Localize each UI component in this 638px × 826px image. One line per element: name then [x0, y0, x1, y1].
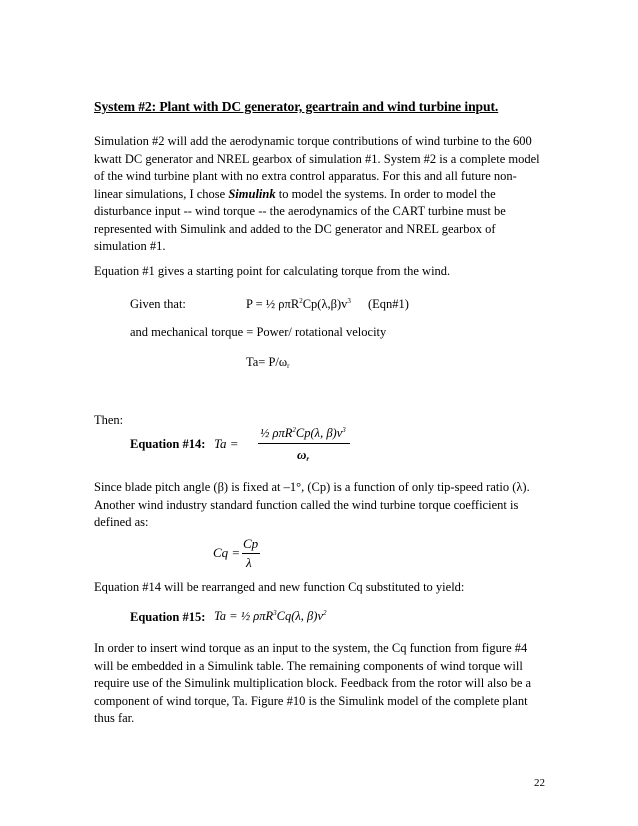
intro-line-3: of the wind turbine plant with no extra control apparatus. For this and all future non-: [94, 169, 517, 183]
eq15-exp3: 3: [273, 609, 277, 617]
closing-line-1: In order to insert wind torque as an input to the system, the Cq function from figure #4: [94, 641, 528, 655]
power-eq-mid: Cp(λ,β)v: [302, 297, 348, 311]
closing-paragraph: [94, 640, 549, 728]
power-equation: [246, 296, 351, 314]
rearranged-text: Equation #14 will be rearranged and new function Cq substituted to yield:: [94, 580, 465, 594]
eq14-num-pre: ½ ρπR: [260, 426, 293, 440]
equation-14-numerator: [260, 425, 346, 443]
cq-equation-numerator: Cp: [243, 536, 259, 551]
intro-line-6: represented with Simulink and added to the DC generator and NREL gearbox of: [94, 221, 496, 236]
eq14-num-exp3: 3: [342, 426, 346, 434]
intro-line-2: kwatt DC generator and NREL gearbox of simulation #1. System #2 is a complete model: [94, 151, 540, 166]
ta-definition: [246, 354, 289, 372]
eq14-num-exp2: 2: [292, 426, 296, 434]
eq15-mid: Cq(λ, β)v: [276, 609, 323, 623]
simulink-emphasis: Simulink: [228, 186, 276, 201]
equation-14-fraction-bar: [258, 443, 350, 444]
pitch-line-1: Since blade pitch angle (β) is fixed at –1°, (Cp) is a function of only tip-speed ratio (λ).: [94, 480, 530, 494]
intro-line-7: simulation #1.: [94, 239, 166, 253]
eq14-den-sub: r: [306, 455, 310, 463]
cq-equation-denominator: λ: [246, 555, 252, 570]
page-number: 22: [534, 777, 545, 789]
intro-line-1: Simulation #2 will add the aerodynamic torque contributions of wind turbine to the 600: [94, 134, 532, 148]
closing-line-2: will be embedded in a Simulink table. The remaining components of wind torque will: [94, 658, 523, 673]
intro-line-4-end: to model the systems. In order to model the: [275, 186, 496, 201]
pitch-paragraph: [94, 479, 549, 532]
eq14-num-mid: Cp(λ, β)v: [295, 426, 343, 440]
ta-def-sub: r: [287, 362, 290, 370]
pitch-line-3: defined as:: [94, 515, 149, 529]
pitch-line-2: Another wind industry standard function called the wind turbine torque coefficient is: [94, 497, 519, 512]
equation-14-label: Equation #14:: [130, 437, 206, 451]
power-eq-exp3: 3: [347, 297, 351, 305]
mechanical-torque-text: and mechanical torque = Power/ rotational velocity: [130, 325, 387, 339]
equation-15-expression: [214, 608, 327, 626]
power-eq-lhs: P = ½ ρπR: [246, 297, 300, 311]
given-label: Given that:: [130, 297, 186, 311]
then-label: Then:: [94, 413, 124, 427]
intro-line-4-start: linear simulations, I chose: [94, 186, 229, 201]
closing-line-5: thus far.: [94, 711, 135, 725]
equation-14-denominator: [297, 446, 309, 464]
closing-line-4: component of wind torque, Ta. Figure #10 is the Simulink model of the complete plant: [94, 693, 528, 708]
eq14-den: ω: [297, 447, 307, 462]
power-eq-exp2: 2: [299, 297, 303, 305]
section-heading: System #2: Plant with DC generator, geartrain and wind turbine input.: [94, 99, 499, 114]
eq15-exp2: 2: [323, 609, 327, 617]
ta-def-text: Ta= P/ω: [246, 355, 288, 369]
closing-line-3: require use of the Simulink multiplication block. Feedback from the rotor will also be a: [94, 676, 532, 690]
intro-paragraph: [94, 133, 549, 256]
eq15-pre: Ta = ½ ρπR: [214, 609, 274, 623]
equation-1-intro: Equation #1 gives a starting point for calculating torque from the wind.: [94, 264, 451, 278]
equation-14-lhs: Ta =: [214, 436, 239, 451]
intro-line-5: disturbance input -- wind torque -- the aerodynamics of the CART turbine must be: [94, 204, 506, 218]
intro-line-4: [94, 186, 549, 204]
equation-15-label: Equation #15:: [130, 610, 206, 624]
cq-equation-lhs: Cq =: [213, 545, 241, 560]
equation-1-reference: (Eqn#1): [368, 297, 409, 311]
